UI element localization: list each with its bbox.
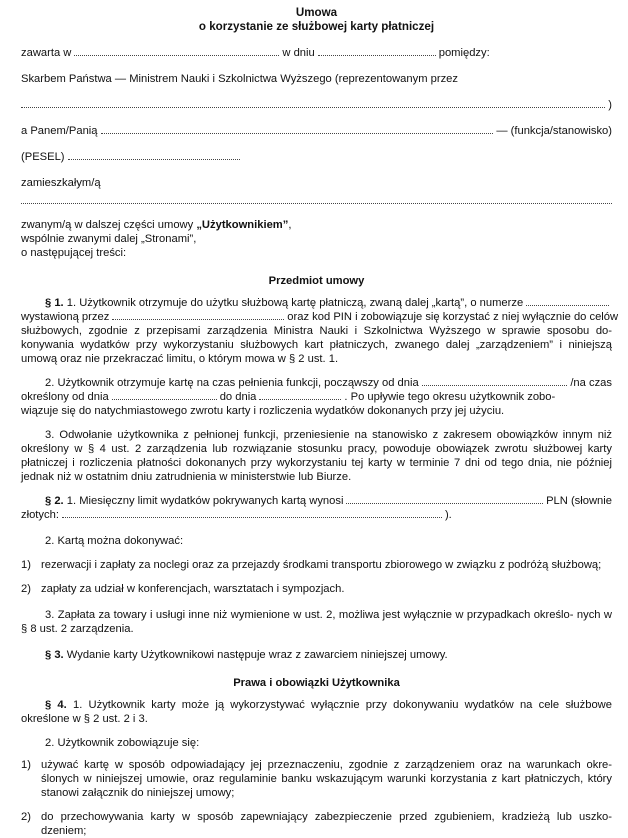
nastepujacej-line: o następującej treści: (21, 247, 127, 259)
representative-field[interactable] (21, 98, 605, 108)
list-number: 2) (21, 583, 31, 595)
s2-p1-line1 (21, 494, 612, 508)
list-number: 2) (21, 811, 31, 823)
limit-field[interactable] (346, 494, 543, 504)
s4-p1-text: 1. Użytkownik karty może ją wykorzystywać wyłącznie przy dokonywaniu wydatków na cele służbowe określone w § 2 ust. 2 i 3. (21, 699, 612, 725)
pan-pani-label: a Panem/Panią (21, 125, 98, 137)
wspolnie-line: wspólnie zwanymi dalej „Stronami”, (21, 233, 197, 245)
s1-p1-text-b: oraz kod PIN i zobowiązuje się korzystać z niej wyłącznie do celów (287, 311, 619, 323)
wystawiona-label: wystawioną przez (21, 311, 110, 323)
zawarta-w-label: zawarta w (21, 47, 72, 59)
pesel-field[interactable] (68, 150, 240, 160)
list-item (21, 558, 612, 572)
close-paren: ) (608, 99, 612, 111)
pesel-row (21, 150, 612, 164)
paragraph-mark-4: § 4. (45, 699, 67, 711)
na-czas-label: /na czas (570, 377, 612, 389)
s1-p2-text-b: . Po upływie tego okresu użytkownik zobo- (344, 391, 556, 403)
s4-p2: 2. Użytkownik zobowiązuje się: (45, 737, 200, 749)
s4-p1 (21, 698, 612, 726)
okreslony-label: określony od dnia (21, 391, 109, 403)
pomiedzy-label: pomiędzy: (438, 47, 490, 59)
w-dniu-label: w dniu (282, 47, 315, 59)
do-dnia-label: do dnia (219, 391, 257, 403)
s1-p1-line1 (21, 296, 612, 310)
list-item (21, 582, 612, 596)
issuer-field[interactable] (112, 310, 284, 320)
place-field[interactable] (74, 46, 279, 56)
s1-p2-line2 (21, 390, 612, 404)
address-row (21, 194, 612, 204)
address-field[interactable] (21, 194, 612, 204)
list-item (21, 758, 612, 800)
zlotych-label: złotych: (21, 509, 59, 521)
s1-p3: 3. Odwołanie użytkownika z pełnionej funkcji, przeniesienie na stanowisko z zakresem obowiązków innym niż określony w § 4 ust. 2 zarządzenia lub rozwiązanie stosunku pracy, powoduje obowiązek zwrotu służbowej karty płatniczej i rozliczenia płatności dokonanych przy wykorzystaniu tej karty w terminie 7 dni od tego dnia, nie później jednak niż w ostatnim dniu zatrudnienia w ministerstwie lub Biurze. (21, 429, 612, 483)
s3-text: Wydanie karty Użytkownikowi następuje wraz z zawarciem niniejszej umowy. (66, 649, 448, 661)
section-heading-przedmiot: Przedmiot umowy (268, 275, 365, 287)
date-field[interactable] (318, 46, 436, 56)
funkcja-label: — (funkcja/stanowisko) (496, 125, 612, 137)
s1-p2-text-a: 2. Użytkownik otrzymuje kartę na czas pełnienia funkcji, począwszy od dnia (45, 377, 419, 389)
s1-p1-line2 (21, 310, 619, 324)
s2-p1-line2 (21, 508, 612, 522)
list-number: 1) (21, 559, 31, 571)
title-line-1: Umowa (295, 6, 338, 19)
s2-p1-text: 1. Miesięczny limit wydatków pokrywanych kartą wynosi (66, 495, 344, 507)
s1-p1-rest: służbowych, zgodnie z przepisami zarządzenia Ministra Nauki i Szkolnictwa Wyższego w sprawie sposobu do- konywania wydatków przy wykorzystaniu służbowych kart płatniczych, zwanego dalej „zarządzeniem” i niniejszą umową oraz nie przekraczać limitu, o którym mowa w § 2 ust. 1. (21, 325, 612, 365)
uzytkownik-term: „Użytkownikiem” (196, 219, 289, 231)
paragraph-mark-1: § 1. (45, 297, 64, 309)
comma: , (288, 219, 292, 231)
period-from-field[interactable] (112, 390, 217, 400)
list-text: rezerwacji i zapłaty za noclegi oraz za przejazdy środkami transportu zbiorowego w związku z podróżą służbową; (41, 559, 602, 571)
zamieszkaly-label: zamieszkałym/ą (21, 177, 101, 189)
section-heading-prawa: Prawa i obowiązki Użytkownika (233, 677, 400, 689)
list-item (21, 810, 612, 838)
close-paren-2: ). (444, 509, 452, 521)
list-text: do przechowywania karty w sposób zapewniający zabezpieczenie przed zgubieniem, kradzieżą lub uszko- dzeniem; (41, 811, 612, 837)
s2-p2: 2. Kartą można dokonywać: (45, 535, 184, 547)
pln-slownie-label: PLN (słownie (546, 495, 612, 507)
pesel-label: (PESEL) (21, 151, 65, 163)
skarb-line: Skarbem Państwa — Ministrem Nauki i Szkolnictwa Wyższego (reprezentowanym przez (21, 73, 458, 85)
document-title (21, 6, 612, 34)
representative-row (21, 98, 612, 112)
s3-paragraph (21, 648, 612, 662)
s1-p1-text-a: 1. Użytkownik otrzymuje do użytku służbową kartę płatniczą, zwaną dalej „kartą”, o numerze (66, 297, 524, 309)
s2-p3: 3. Zapłata za towary i usługi inne niż wymienione w ust. 2, możliwa jest wyłącznie w przypadkach określo- nych w § 8 ust. 2 zarządzenia. (21, 609, 612, 635)
s1-p2-line1 (21, 376, 612, 390)
contract-place-date-row (21, 46, 612, 60)
zwanym-text: zwanym/ą w dalszej części umowy (21, 219, 194, 231)
list-number: 1) (21, 759, 31, 771)
name-field[interactable] (101, 124, 494, 134)
list-text: używać kartę w sposób odpowiadający jej przeznaczeniu, zgodnie z zarządzeniem oraz na warunkach okre- ślonych w niniejszej umowie, oraz regulaminie banku wskazującym warunki korzystania z kart płatniczych, który stanowi załącznik do niniejszej umowy; (41, 759, 612, 799)
card-number-field[interactable] (526, 296, 609, 306)
start-date-field[interactable] (422, 376, 568, 386)
period-to-field[interactable] (259, 390, 341, 400)
zwanym-line (21, 218, 612, 232)
paragraph-mark-3: § 3. (45, 649, 64, 661)
title-line-2: o korzystanie ze służbowej karty płatniczej (198, 20, 435, 33)
pan-pani-row (21, 124, 612, 138)
list-text: zapłaty za udział w konferencjach, warsztatach i sympozjach. (41, 583, 345, 595)
s1-p2-rest: wiązuje się do natychmiastowego zwrotu karty i rozliczenia wydatków dokonanych przy jej użyciu. (21, 405, 505, 417)
limit-words-field[interactable] (62, 508, 442, 518)
paragraph-mark-2: § 2. (45, 495, 64, 507)
